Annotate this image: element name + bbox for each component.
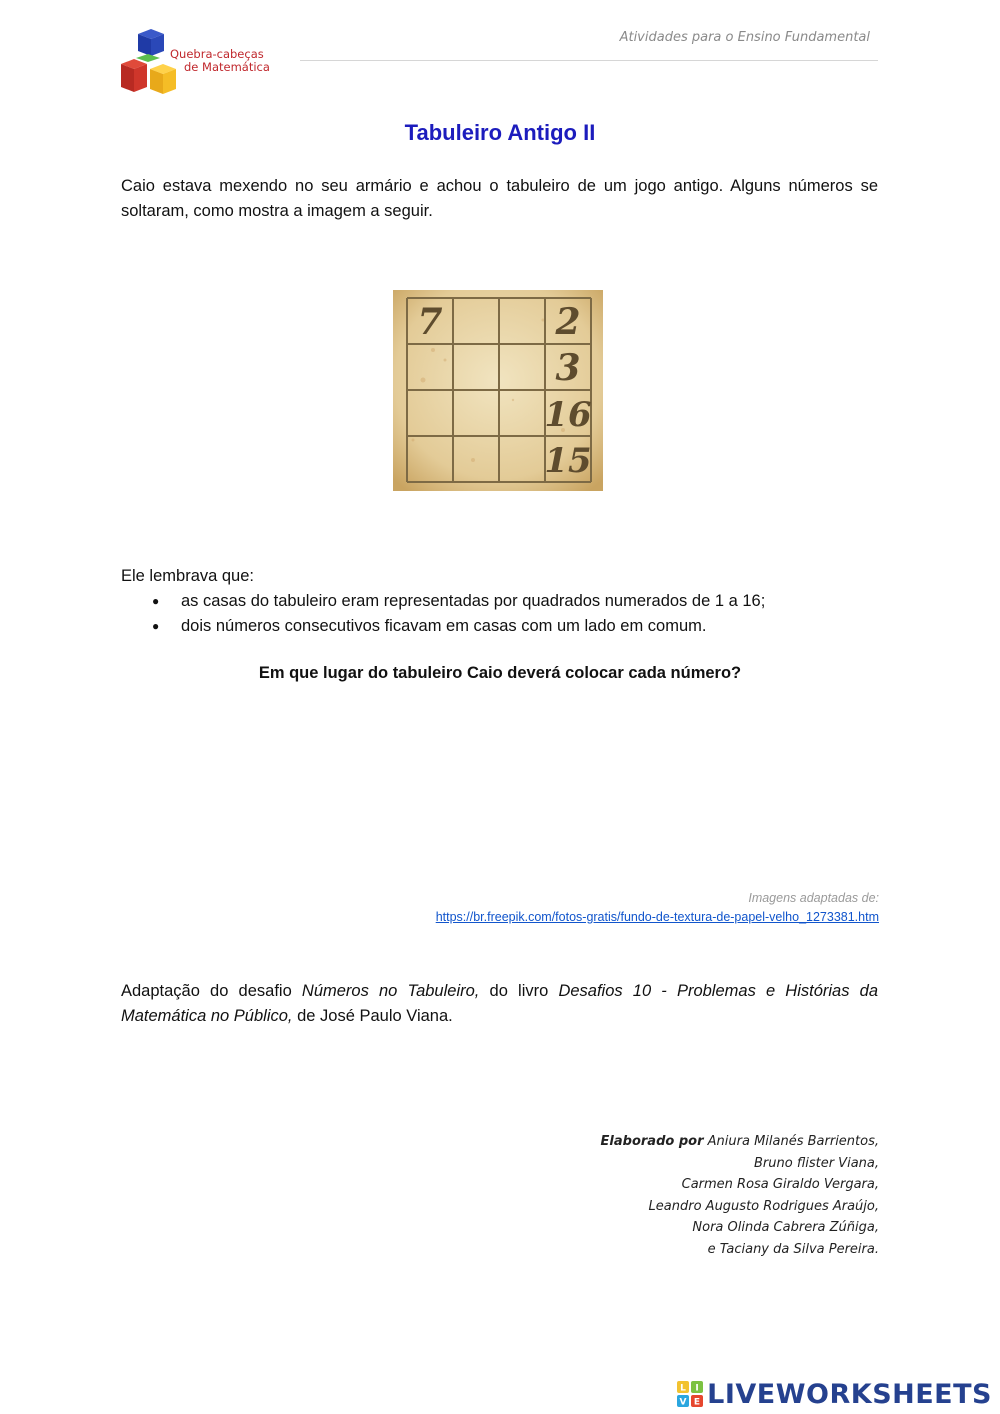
liveworksheets-wordmark: LIVEWORKSHEETS bbox=[707, 1378, 992, 1410]
logo-text-line1: Quebra-cabeças bbox=[170, 47, 264, 61]
board-number-cell: 16 bbox=[544, 395, 592, 435]
board-number-cell: 15 bbox=[544, 441, 592, 481]
badge-letter: V bbox=[679, 1397, 687, 1407]
board-number-cell: 2 bbox=[555, 301, 581, 343]
adaptation-text-3: de José Paulo Viana. bbox=[292, 1007, 453, 1025]
author-name: Carmen Rosa Giraldo Vergara, bbox=[681, 1177, 879, 1192]
author-name: Aniura Milanés Barrientos, bbox=[707, 1134, 879, 1149]
intro-paragraph: Caio estava mexendo no seu armário e achou o tabuleiro de um jogo antigo. Alguns números se soltaram, como mostra a imagem a seguir. bbox=[121, 177, 878, 220]
rule-item-2: ● dois números consecutivos ficavam em casas com um lado em comum. bbox=[121, 614, 878, 639]
question-heading: Em que lugar do tabuleiro Caio deverá colocar cada número? bbox=[258, 664, 742, 682]
badge-letter: L bbox=[680, 1383, 687, 1394]
authors-block bbox=[379, 1131, 879, 1260]
rule-item-1: ● as casas do tabuleiro eram representadas por quadrados numerados de 1 a 16; bbox=[121, 589, 878, 614]
author-name: e Taciany da Silva Pereira. bbox=[707, 1241, 879, 1257]
badge-letter: E bbox=[694, 1397, 701, 1407]
header-divider bbox=[300, 60, 878, 61]
author-name: Nora Olinda Cabrera Zúñiga, bbox=[692, 1220, 879, 1235]
author-name: Bruno flister Viana, bbox=[754, 1155, 879, 1171]
board-grid bbox=[393, 290, 603, 491]
adaptation-text-1: Adaptação do desafio bbox=[121, 982, 302, 1000]
board-number-cell: 3 bbox=[555, 347, 581, 389]
adaptation-note bbox=[121, 979, 878, 1029]
author-name: Leandro Augusto Rodrigues Araújo, bbox=[648, 1198, 879, 1214]
image-credit-label: Imagens adaptadas de: bbox=[748, 891, 879, 905]
page-title: Tabuleiro Antigo II bbox=[404, 120, 596, 145]
badge-letter: I bbox=[695, 1383, 699, 1394]
book-title: Desafios 10 - Problemas e Histórias da Matemática no Público, bbox=[121, 982, 878, 1025]
logo-text-line2: de Matemática bbox=[184, 60, 270, 74]
liveworksheets-logo-icon bbox=[677, 1381, 703, 1407]
challenge-title: Números no Tabuleiro, bbox=[301, 982, 480, 1000]
rules-list bbox=[121, 589, 878, 639]
old-board-image bbox=[393, 290, 603, 491]
adaptation-text-2: do livro bbox=[479, 982, 559, 1000]
authors-label: Elaborado por bbox=[600, 1134, 704, 1149]
board-number-cell: 7 bbox=[417, 301, 443, 343]
header-tagline: Atividades para o Ensino Fundamental bbox=[619, 30, 870, 45]
image-credit-link[interactable]: https://br.freepik.com/fotos-gratis/fundo-de-textura-de-papel-velho_1273381.htm bbox=[435, 910, 879, 924]
remember-intro: Ele lembrava que: bbox=[121, 567, 254, 585]
logo bbox=[118, 28, 278, 100]
liveworksheets-watermark[interactable] bbox=[677, 1376, 992, 1412]
cubes-logo-icon bbox=[118, 28, 178, 100]
